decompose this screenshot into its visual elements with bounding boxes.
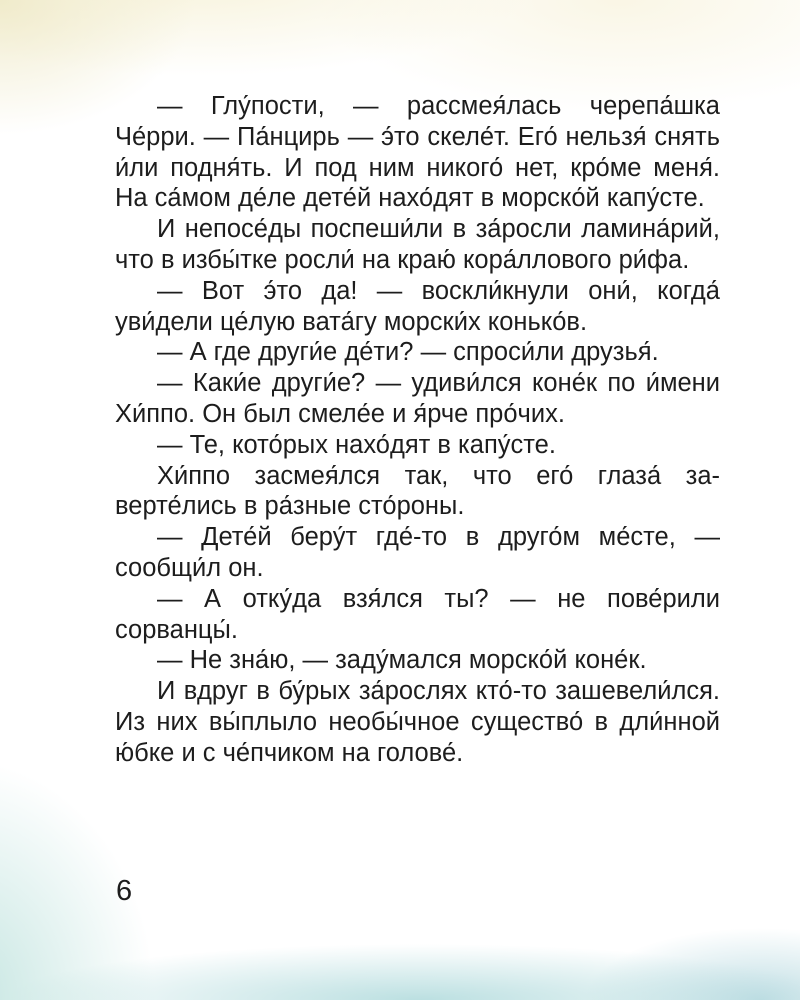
paragraph: — Не зна́ю, — заду́мался морско́й коне́к. xyxy=(157,646,647,675)
page-number: 6 xyxy=(116,875,133,907)
paragraph: Хи́ппо засмея́лся так, что его́ глаза́ заверте́лись в ра́зные сто́роны. xyxy=(115,461,720,521)
paragraph: — Глу́пости, — рассмея́лась черепа́шка Че́рри. — Па́нцирь — э́то скеле́т. Его́ нельзя́ снять и́ли подня́ть. И под ним никого́ нет, кро́ме меня́. На са́мом де́ле дете́й нахо́дят в морско́й капу́сте. xyxy=(115,92,720,213)
paragraph: — А отку́да взя́лся ты? — не пове́рили сорванцы́. xyxy=(115,584,720,644)
paragraph: — Вот э́то да! — воскли́кнули они́, когда́ уви́дели це́лую вата́гу морски́х конько́в. xyxy=(115,276,720,336)
paragraph: — Те, кото́рых нахо́дят в капу́сте. xyxy=(157,430,556,459)
paragraph: И непосе́ды поспеши́ли в за́росли ламина́рий, что в избы́тке росли́ на краю́ кора́ллового ри́фа. xyxy=(115,215,720,274)
paragraph: — А где други́е де́ти? — спроси́ли друзья́. xyxy=(157,338,659,367)
story-text xyxy=(115,91,720,769)
paragraph: — Дете́й беру́т где́-то в друго́м ме́сте, — сообщи́л он. xyxy=(115,523,720,582)
paragraph: И вдруг в бу́рых за́рослях кто́-то зашевели́лся. Из них вы́плыло необы́чное существо́ в дли́нной ю́бке и с че́пчиком на голове́. xyxy=(115,677,720,767)
paragraph: — Каки́е други́е? — удиви́лся коне́к по и́мени Хи́ппо. Он был смеле́е и я́рче про́чих. xyxy=(115,369,720,428)
